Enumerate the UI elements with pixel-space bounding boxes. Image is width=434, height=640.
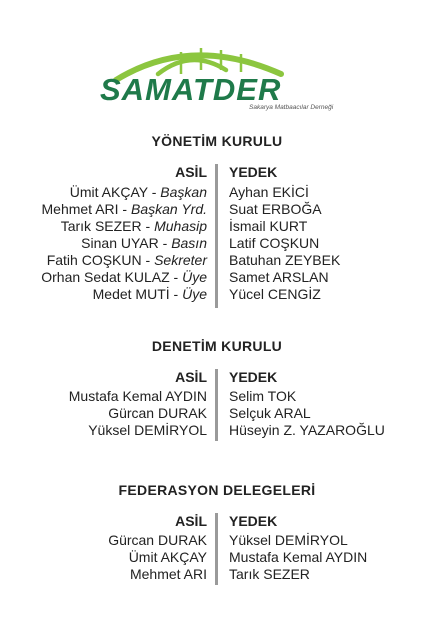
section-title-federasyon: FEDERASYON DELEGELERİ (118, 482, 316, 498)
yedek-header: YEDEK (229, 513, 278, 529)
asil-header: ASİL (175, 164, 207, 180)
yedek-header: YEDEK (229, 369, 278, 385)
asil-member: Mustafa Kemal AYDIN (68, 388, 207, 404)
asil-header: ASİL (175, 369, 207, 385)
asil-member: Ümit AKÇAY (128, 549, 207, 565)
yedek-member: Ayhan EKİCİ (229, 184, 309, 200)
yedek-member: Tarık SEZER (229, 566, 310, 582)
member-role: Sekreter (154, 252, 207, 268)
asil-member: Sinan UYAR - Basın (81, 235, 207, 251)
asil-member: Yüksel DEMİRYOL (88, 422, 207, 438)
member-role: Başkan Yrd. (130, 201, 207, 217)
column-divider (215, 369, 218, 441)
yedek-member: Selçuk ARAL (229, 405, 311, 421)
asil-member: Tarık SEZER - Muhasip (60, 218, 207, 234)
member-name: Sinan UYAR (81, 235, 159, 251)
yedek-member: Yüksel DEMİRYOL (229, 532, 348, 548)
member-name: Tarık SEZER (60, 218, 142, 234)
asil-header: ASİL (175, 513, 207, 529)
member-role: Üye (182, 286, 207, 302)
member-name: Medet MUTİ (92, 286, 170, 302)
logo-wordmark: SAMATDER (100, 72, 282, 107)
member-role: Muhasip (154, 218, 207, 234)
member-name: Orhan Sedat KULAZ (41, 269, 170, 285)
member-role: Basın (171, 235, 207, 251)
yedek-member: İsmail KURT (229, 218, 308, 234)
member-name: Fatih COŞKUN (46, 252, 142, 268)
column-divider (215, 513, 218, 585)
asil-member: Fatih COŞKUN - Sekreter (46, 252, 207, 268)
yedek-header: YEDEK (229, 164, 278, 180)
member-role: Üye (182, 269, 207, 285)
asil-member: Mehmet ARI (129, 566, 207, 582)
yedek-member: Suat ERBOĞA (229, 201, 322, 217)
column-divider (215, 164, 218, 308)
yedek-member: Yücel CENGİZ (229, 286, 321, 302)
section-title-denetim: DENETİM KURULU (151, 338, 283, 354)
asil-member: Gürcan DURAK (108, 405, 207, 421)
member-role: Başkan (160, 184, 207, 200)
asil-member: Gürcan DURAK (108, 532, 207, 548)
asil-member: Ümit AKÇAY - Başkan (69, 184, 207, 200)
logo-subtitle: Sakarya Matbaacılar Derneği (249, 104, 334, 111)
asil-member: Mehmet ARI - Başkan Yrd. (41, 201, 207, 217)
yedek-member: Mustafa Kemal AYDIN (229, 549, 368, 565)
yedek-member: Selim TOK (229, 388, 297, 404)
member-name: Mehmet ARI (41, 201, 119, 217)
samatder-logo (96, 40, 346, 112)
asil-member: Orhan Sedat KULAZ - Üye (41, 269, 207, 285)
yedek-member: Hüseyin Z. YAZAROĞLU (229, 422, 385, 438)
asil-member: Medet MUTİ - Üye (92, 286, 207, 302)
yedek-member: Batuhan ZEYBEK (229, 252, 341, 268)
member-name: Ümit AKÇAY (69, 184, 148, 200)
yedek-member: Latif COŞKUN (229, 235, 320, 251)
section-title-yonetim: YÖNETİM KURULU (151, 133, 283, 149)
yedek-member: Samet ARSLAN (229, 269, 329, 285)
